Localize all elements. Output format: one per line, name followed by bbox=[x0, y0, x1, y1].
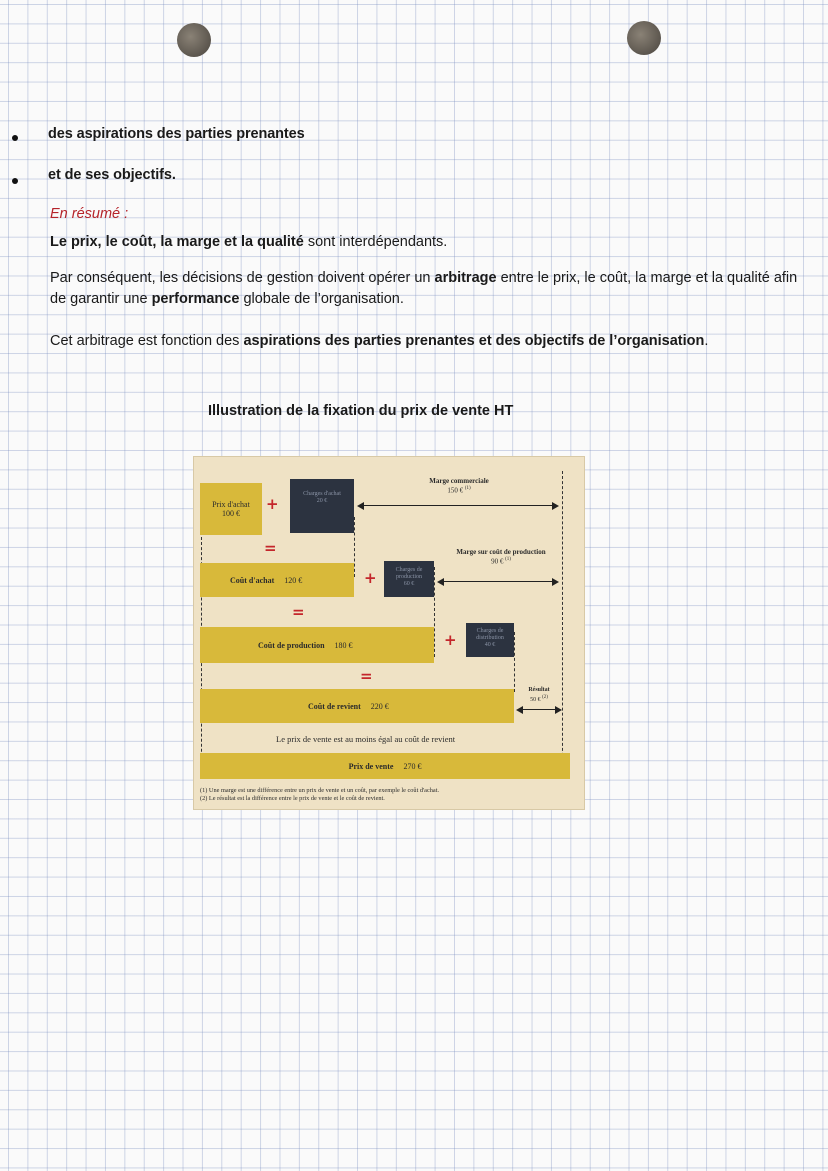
summary-label: En résumé : bbox=[50, 206, 129, 222]
prix-achat-box bbox=[200, 483, 262, 535]
cout-revient-label: Coût de revient bbox=[308, 701, 361, 711]
para2-part3: globale de l’organisation. bbox=[239, 291, 404, 307]
binder-hole-right bbox=[627, 21, 661, 55]
marge-commerciale-ref: (1) bbox=[464, 486, 471, 491]
plus-symbol: + bbox=[444, 631, 457, 649]
para2-bold1: arbitrage bbox=[434, 270, 497, 286]
cout-revient-value: 220 € bbox=[370, 701, 389, 711]
summary-paragraph-1 bbox=[50, 232, 447, 253]
para3-bold: aspirations des parties prenantes et des objectifs de l’organisation bbox=[243, 333, 705, 349]
resultat-value: 50 € bbox=[530, 697, 541, 703]
marge-production bbox=[456, 548, 546, 565]
cout-achat-label: Coût d'achat bbox=[230, 575, 275, 585]
marge-commerciale-arrow bbox=[359, 505, 557, 506]
binder-hole-left bbox=[177, 23, 211, 57]
resultat-label: Résultat bbox=[528, 687, 550, 693]
price-diagram bbox=[193, 456, 585, 810]
charges-distribution-value: 40 € bbox=[484, 642, 496, 648]
charges-achat-value: 20 € bbox=[316, 498, 328, 504]
marge-production-ref: (1) bbox=[505, 557, 511, 562]
resultat-ref: (2) bbox=[542, 695, 548, 700]
marge-commerciale-value: 150 € bbox=[447, 486, 464, 495]
para3-part1: Cet arbitrage est fonction des bbox=[50, 333, 244, 349]
marge-production-value: 90 € bbox=[491, 557, 504, 566]
cout-revient-box bbox=[200, 689, 514, 723]
charges-production-box bbox=[384, 561, 434, 597]
prix-vente-box bbox=[200, 753, 570, 779]
prix-vente-value: 270 € bbox=[403, 761, 422, 771]
guide-line bbox=[354, 517, 355, 577]
para2-bold2: performance bbox=[151, 291, 240, 307]
bullet-dot bbox=[12, 135, 18, 141]
resultat bbox=[516, 687, 562, 704]
cout-production-value: 180 € bbox=[334, 640, 353, 650]
charges-achat-label: Charges d'achat bbox=[303, 491, 341, 497]
para1-rest: sont interdépendants. bbox=[303, 234, 448, 250]
equals-symbol: = bbox=[264, 539, 277, 557]
equals-symbol: = bbox=[360, 667, 373, 685]
guide-line bbox=[434, 567, 435, 657]
guide-line bbox=[514, 632, 515, 692]
cout-production-box bbox=[200, 627, 434, 663]
footnote-1: (1) Une marge est une différence entre un prix de vente et un coût, par exemple le coût d'achat. bbox=[200, 787, 440, 794]
bullet-item-2: et de ses objectifs. bbox=[48, 167, 176, 183]
equals-symbol: = bbox=[292, 603, 305, 621]
prix-vente-label: Prix de vente bbox=[348, 761, 394, 771]
figure-title: Illustration de la fixation du prix de vente HT bbox=[208, 403, 514, 419]
charges-achat-box bbox=[290, 479, 354, 533]
para2-part2: entre le prix, le coût, la marge et la qualité afin de garantir une bbox=[50, 270, 798, 307]
charges-distribution-label: Charges de distribution bbox=[476, 628, 504, 641]
statement-text: Le prix de vente est au moins égal au coût de revient bbox=[276, 734, 456, 744]
cout-achat-value: 120 € bbox=[284, 575, 303, 585]
charges-production-label: Charges de production bbox=[395, 567, 423, 580]
prix-achat-label: Prix d'achat bbox=[212, 500, 250, 509]
plus-symbol: + bbox=[266, 495, 279, 513]
marge-commerciale bbox=[404, 477, 514, 494]
plus-symbol: + bbox=[364, 569, 377, 587]
para3-part2: . bbox=[704, 333, 709, 349]
guide-line bbox=[562, 471, 563, 771]
charges-production-value: 60 € bbox=[403, 581, 415, 587]
summary-paragraph-3 bbox=[50, 331, 810, 352]
marge-production-arrow bbox=[439, 581, 557, 582]
marge-production-label: Marge sur coût de production bbox=[456, 548, 546, 556]
prix-achat-value: 100 € bbox=[222, 509, 240, 518]
cout-production-label: Coût de production bbox=[258, 640, 325, 650]
charges-distribution-box bbox=[466, 623, 514, 657]
bullet-dot bbox=[12, 178, 18, 184]
cout-achat-box bbox=[200, 563, 354, 597]
para2-part1: Par conséquent, les décisions de gestion doivent opérer un bbox=[50, 270, 435, 286]
bullet-item-1: des aspirations des parties prenantes bbox=[48, 126, 305, 142]
footnote-2: (2) Le résultat est la différence entre le prix de vente et le coût de revient. bbox=[200, 795, 385, 802]
marge-commerciale-label: Marge commerciale bbox=[429, 477, 489, 485]
para1-bold: Le prix, le coût, la marge et la qualité bbox=[50, 234, 304, 250]
resultat-arrow bbox=[518, 709, 560, 710]
summary-paragraph-2 bbox=[50, 268, 800, 310]
